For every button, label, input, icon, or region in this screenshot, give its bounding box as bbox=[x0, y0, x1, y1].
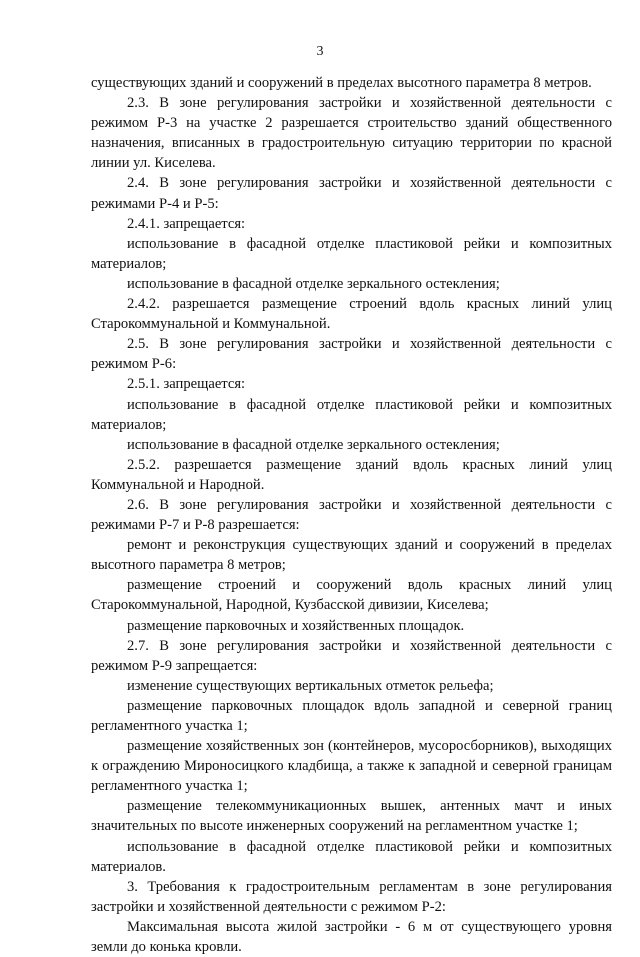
paragraph-2-5-1: 2.5.1. запрещается: bbox=[127, 376, 246, 393]
paragraph-2-5: 2.5. В зоне регулирования застройки и хозяйственной деятельности с режимом Р-6: bbox=[91, 336, 612, 373]
paragraph-2-4-2: 2.4.2. разрешается размещение строений вдоль красных линий улиц Старокоммунальной и Коммунальной. bbox=[91, 296, 612, 333]
list-item: использование в фасадной отделке зеркального остекления; bbox=[127, 436, 500, 453]
list-item: размещение хозяйственных зон (контейнеров, мусоросборников), выходящих к ограждению Мироносицкого кладбища, а также к западной и северной границам регламентного участка 1; bbox=[91, 738, 612, 795]
paragraph-continuation: существующих зданий и сооружений в пределах высотного параметра 8 метров. bbox=[91, 75, 592, 91]
paragraph-2-4-1: 2.4.1. запрещается: bbox=[127, 215, 246, 232]
paragraph-2-6: 2.6. В зоне регулирования застройки и хозяйственной деятельности с режимами Р-7 и Р-8 разрешается: bbox=[91, 496, 612, 534]
list-item: изменение существующих вертикальных отметок рельефа; bbox=[127, 677, 494, 694]
list-item: использование в фасадной отделке пластиковой рейки и композитных материалов; bbox=[91, 396, 612, 433]
list-item: размещение телекоммуникационных вышек, антенных мачт и иных значительных по высоте инженерных сооружений на регламентном участке 1; bbox=[91, 798, 612, 835]
paragraph-2-3: 2.3. В зоне регулирования застройки и хозяйственной деятельности с режимом Р-3 на участке 2 разрешается строительство зданий общественного назначения, вписанных в градостроительную ситуацию территории по красной линии ул. Киселева. bbox=[91, 95, 612, 172]
list-item: ремонт и реконструкция существующих зданий и сооружений в пределах высотного параметра 8 метров; bbox=[91, 537, 612, 574]
list-item: размещение строений и сооружений вдоль красных линий улиц Старокоммунальной, Народной, Кузбасской дивизии, Киселева; bbox=[91, 577, 612, 614]
page-number: 3 bbox=[316, 44, 324, 59]
document-body bbox=[91, 73, 612, 957]
paragraph-max-height: Максимальная высота жилой застройки - 6 м от существующего уровня земли до конька кровли. bbox=[91, 918, 612, 956]
list-item: использование в фасадной отделке пластиковой рейки и композитных материалов; bbox=[91, 235, 612, 272]
list-item: использование в фасадной отделке зеркального остекления; bbox=[127, 275, 500, 292]
paragraph-2-5-2: 2.5.2. разрешается размещение зданий вдоль красных линий улиц Коммунальной и Народной. bbox=[91, 456, 612, 493]
paragraph-2-7: 2.7. В зоне регулирования застройки и хозяйственной деятельности с режимом Р-9 запрещается: bbox=[91, 637, 612, 674]
list-item: использование в фасадной отделке пластиковой рейки и композитных материалов. bbox=[91, 838, 612, 875]
list-item: размещение парковочных и хозяйственных площадок. bbox=[127, 617, 465, 634]
paragraph-3: 3. Требования к градостроительным регламентам в зоне регулирования застройки и хозяйственной деятельности с режимом Р-2: bbox=[91, 878, 612, 915]
list-item: размещение парковочных площадок вдоль западной и северной границ регламентного участка 1; bbox=[91, 697, 612, 734]
paragraph-2-4: 2.4. В зоне регулирования застройки и хозяйственной деятельности с режимами Р-4 и Р-5: bbox=[91, 175, 612, 212]
